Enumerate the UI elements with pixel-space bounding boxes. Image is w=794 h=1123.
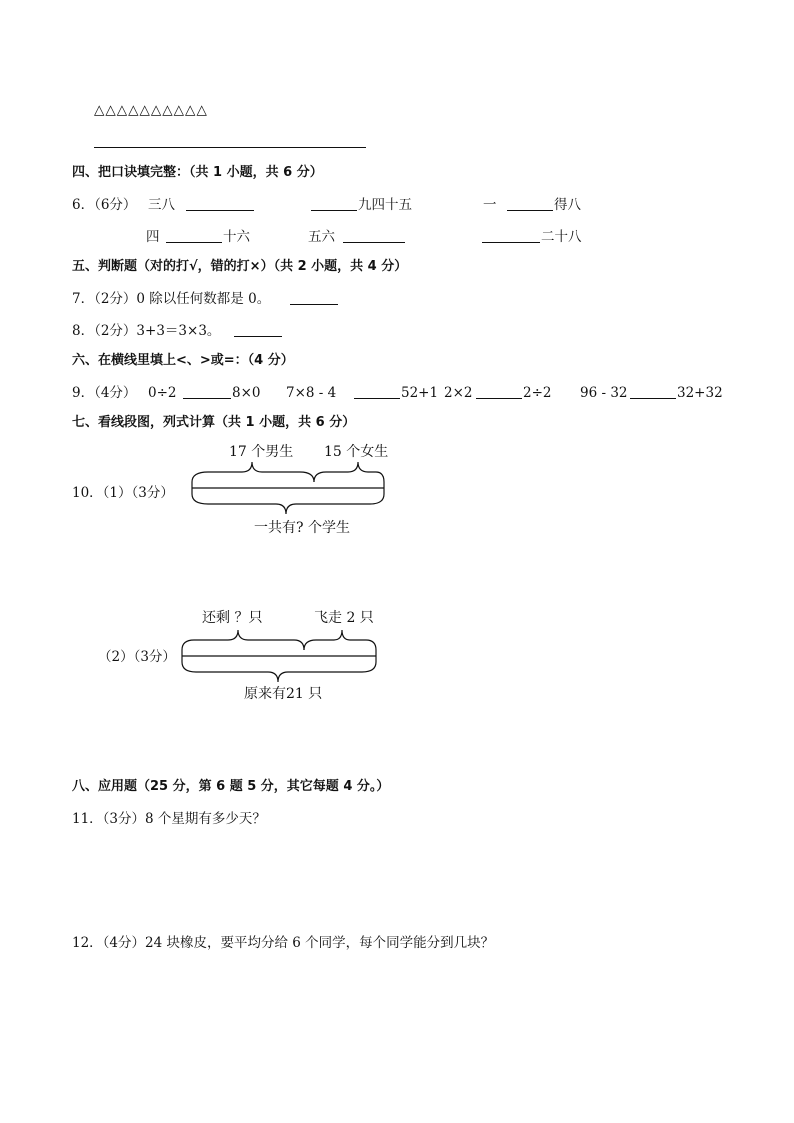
q11-text: 11．（3分）8 个星期有多少天？	[72, 811, 266, 827]
fig1-brace-top-left	[192, 462, 314, 482]
q6-item-yi: 一	[483, 197, 497, 213]
q7-text: 7．（2分）0 除以任何数都是 0。	[72, 291, 271, 307]
q9-blank-3[interactable]	[476, 384, 522, 399]
q9-blank-2[interactable]	[354, 384, 400, 399]
fig2-brace-top-right	[304, 630, 376, 650]
q6-blank-3[interactable]	[507, 196, 553, 211]
q9-prefix: 9．（4分）	[72, 385, 137, 401]
q6-blank-1[interactable]	[186, 196, 254, 211]
q9-expr-1: 0÷2	[148, 385, 177, 401]
section-5-heading: 五、判断题（对的打√，错的打×）（共 2 小题，共 4 分）	[72, 259, 408, 274]
section-4-heading: 四、把口诀填完整：（共 1 小题，共 6 分）	[72, 165, 323, 180]
fig1-top-left-label: 17 个男生	[229, 444, 294, 460]
q9-expr-7: 96 - 32	[580, 385, 628, 401]
q6-item-shiliu: 十六	[223, 229, 250, 245]
q6-item-wuliu: 五六	[308, 229, 335, 245]
q9-blank-4[interactable]	[630, 384, 676, 399]
fig1-top-right-label: 15 个女生	[324, 444, 389, 460]
q6-item-ershiba: 二十八	[541, 229, 582, 245]
q9-expr-4: 52+1	[401, 385, 439, 401]
fig2-bottom-label: 原来有21 只	[244, 686, 323, 702]
fig1-bottom-label: 一共有? 个学生	[254, 520, 350, 536]
q12-text: 12．（4分）24 块橡皮，要平均分给 6 个同学，每个同学能分到几块？	[72, 935, 495, 951]
section-7-heading: 七、看线段图，列式计算（共 1 小题，共 6 分）	[72, 415, 356, 430]
q9-expr-5: 2×2	[444, 385, 473, 401]
q6-item-sanba: 三八	[148, 197, 175, 213]
q6-blank-6[interactable]	[482, 228, 540, 243]
fig2-top-right-label: 飞走 2 只	[314, 610, 374, 626]
q6-blank-5[interactable]	[343, 228, 405, 243]
q6-blank-4[interactable]	[166, 228, 222, 243]
triangle-row: △△△△△△△△△△	[94, 102, 208, 118]
q9-expr-2: 8×0	[232, 385, 261, 401]
q8-blank[interactable]	[234, 322, 282, 337]
q6-item-deba: 得八	[554, 197, 581, 213]
fig2-top-left-label: 还剩 ？只	[202, 610, 263, 626]
q8-text: 8．（2分）3+3＝3×3。	[72, 323, 221, 339]
q9-expr-3: 7×8 - 4	[286, 385, 337, 401]
q6-prefix: 6．（6分）	[72, 197, 137, 213]
q6-item-si: 四	[146, 229, 160, 245]
section-6-heading: 六、在横线里填上<、>或=：（4 分）	[72, 353, 294, 368]
fig1-brace-bottom	[192, 494, 384, 514]
fig2-brace-bottom	[182, 662, 376, 682]
fig2-brace-top-left	[182, 630, 304, 650]
answer-line[interactable]	[94, 147, 366, 148]
q9-blank-1[interactable]	[183, 384, 231, 399]
q7-blank[interactable]	[290, 290, 338, 305]
q9-expr-8: 32+32	[677, 385, 723, 401]
q10-1-label: 10．（1）（3分）	[72, 485, 174, 501]
fig1-segment-diagram	[180, 458, 400, 528]
fig1-brace-top-right	[314, 462, 384, 482]
q9-expr-6: 2÷2	[523, 385, 552, 401]
q6-blank-2[interactable]	[311, 196, 357, 211]
q6-item-jiusishiwu: 九四十五	[358, 197, 412, 213]
section-8-heading: 八、应用题（25 分，第 6 题 5 分，其它每题 4 分。）	[72, 779, 390, 794]
q10-2-label: （2）（3分）	[98, 649, 176, 665]
